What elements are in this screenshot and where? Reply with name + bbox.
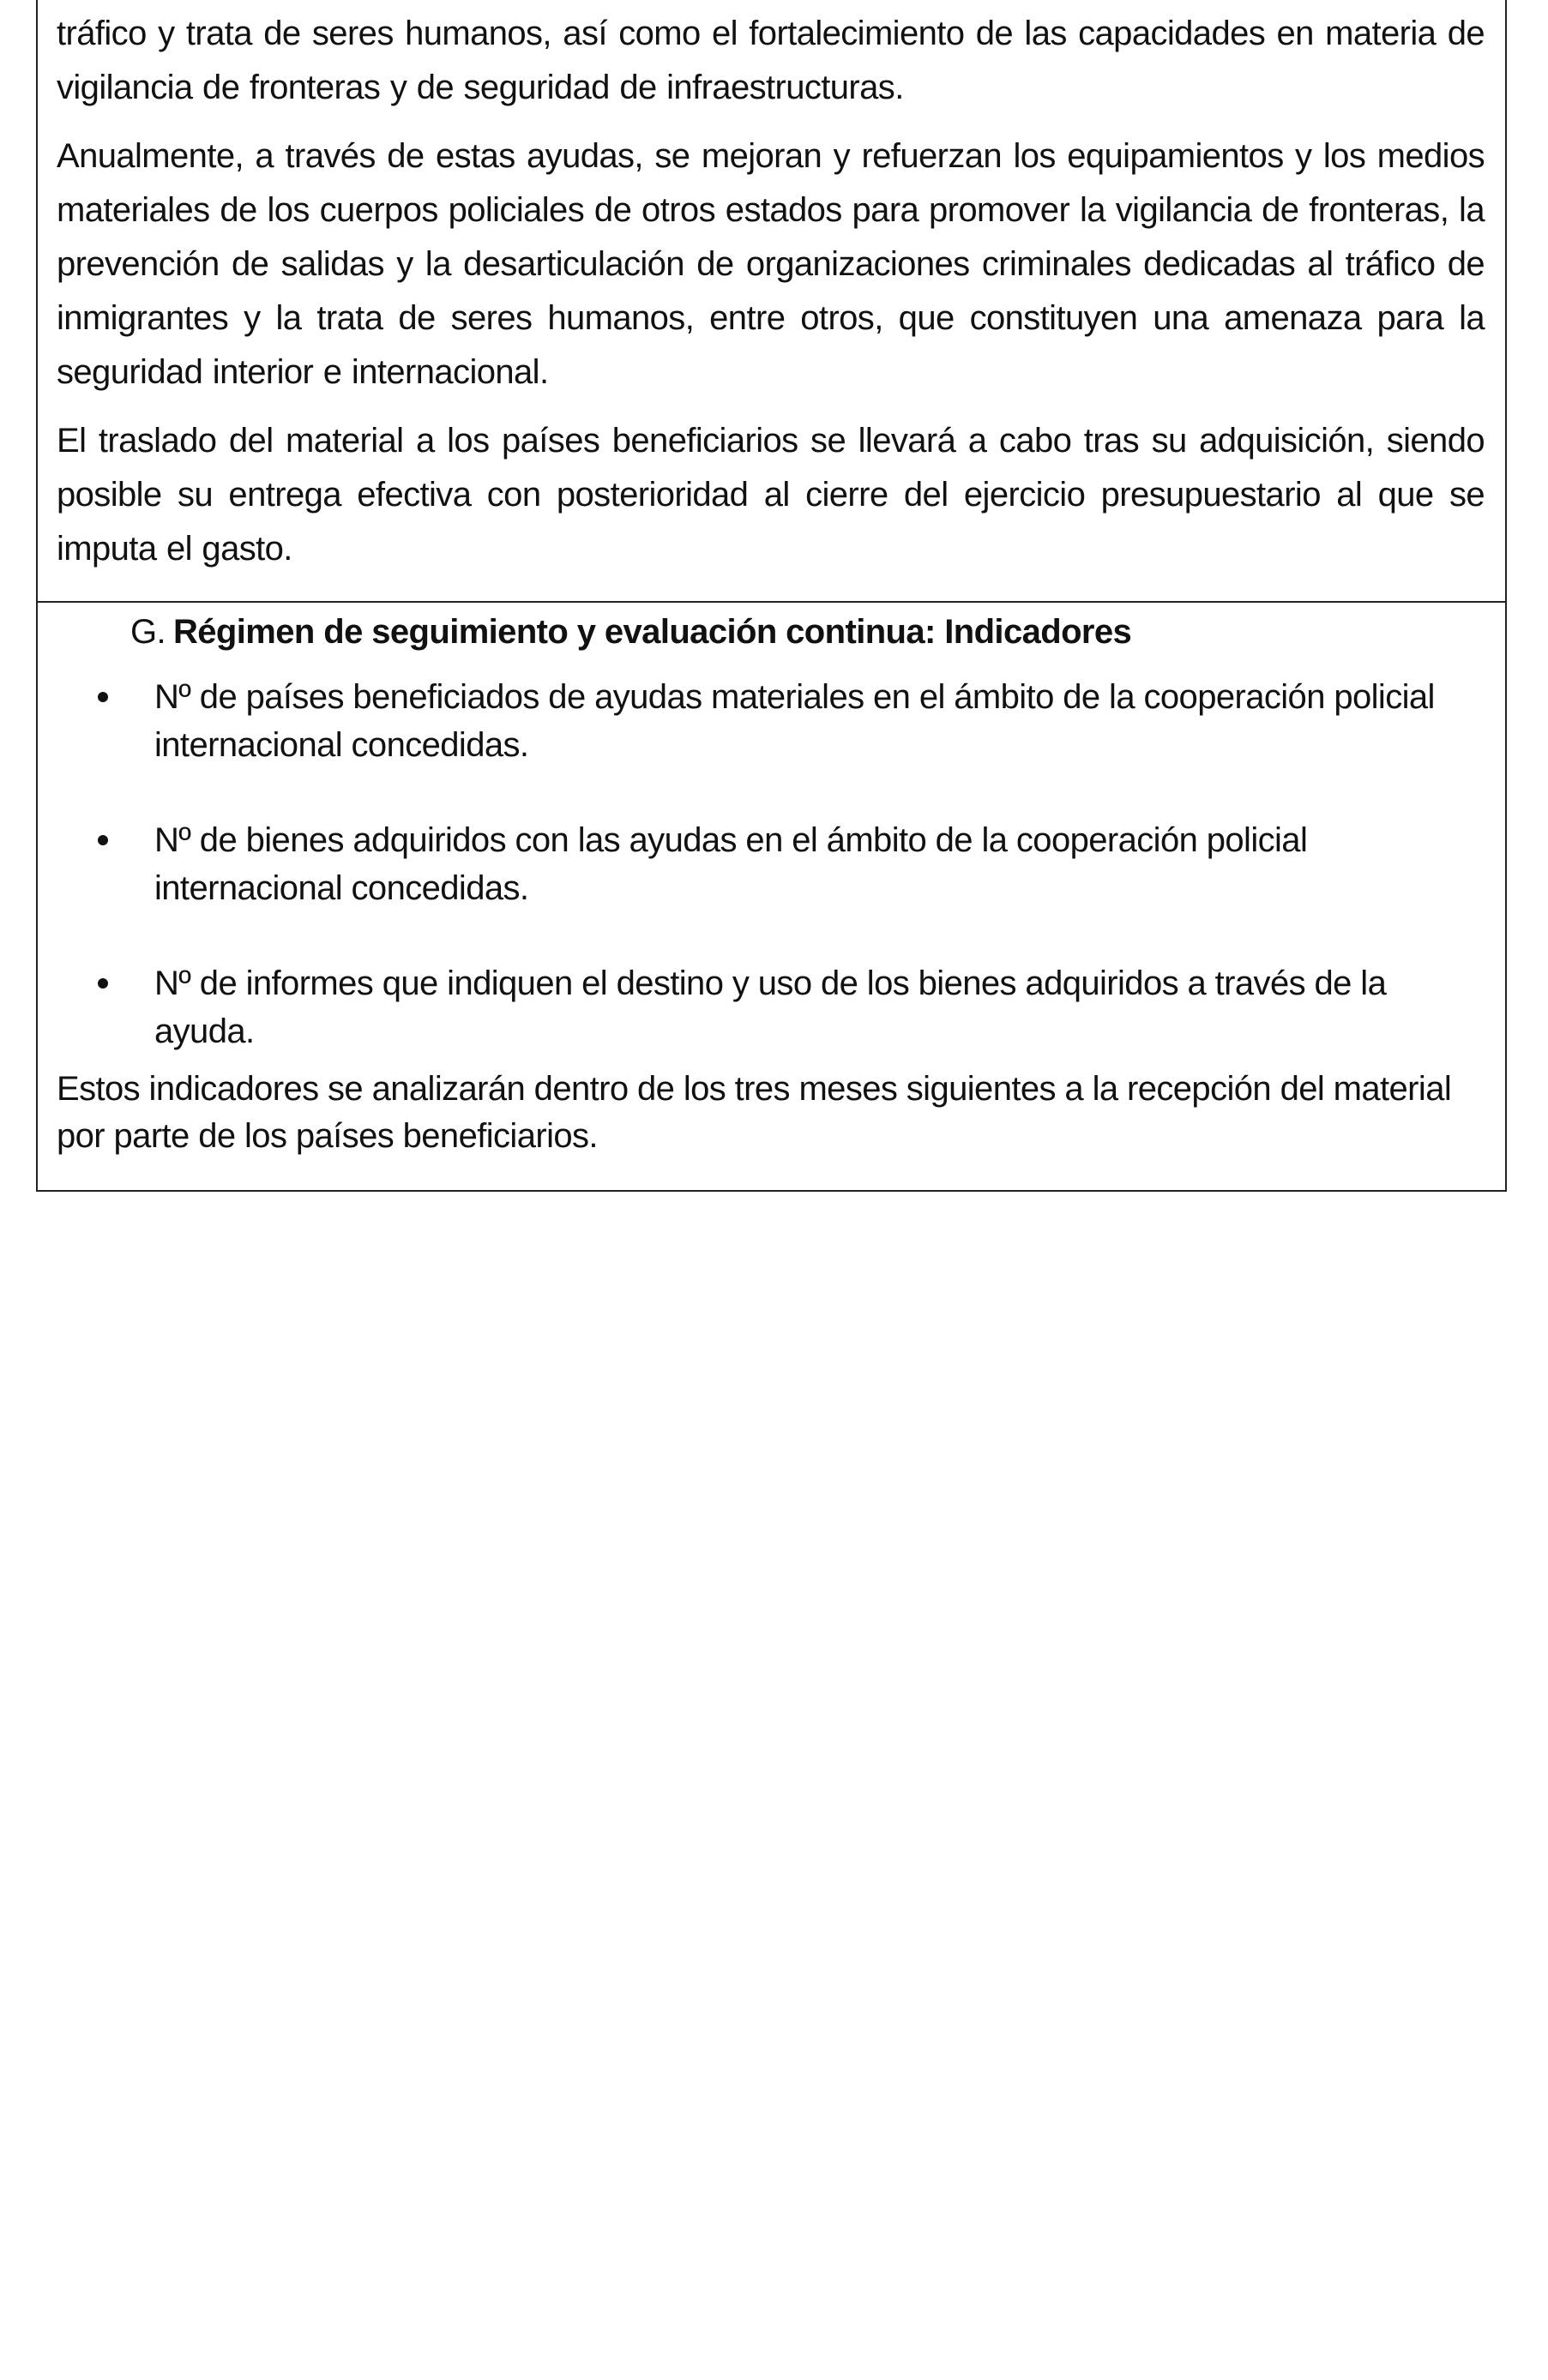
list-item bbox=[57, 673, 1485, 769]
paragraph-material-transfer: El traslado del material a los países beneficiarios se llevará a cabo tras su adquisición, siendo posible su entrega efectiva con posterioridad al cierre del ejercicio presupuestario al que se imputa el gasto. bbox=[57, 422, 1485, 568]
bullet-icon bbox=[98, 978, 108, 989]
indicator-text: Nº de informes que indiquen el destino y uso de los bienes adquiridos a través de la ayuda. bbox=[154, 965, 1387, 1050]
indicator-list bbox=[57, 673, 1485, 1055]
text-section-top bbox=[36, 0, 1507, 603]
paragraph-continuation: tráfico y trata de seres humanos, así como el fortalecimiento de las capacidades en materia de vigilancia de fronteras y de seguridad de infraestructuras. bbox=[57, 15, 1485, 106]
section-letter: G. bbox=[130, 613, 166, 651]
list-item bbox=[57, 959, 1485, 1055]
section-title: Régimen de seguimiento y evaluación continua: Indicadores bbox=[173, 613, 1132, 651]
list-item bbox=[57, 816, 1485, 912]
paragraph-annual-aid: Anualmente, a través de estas ayudas, se mejoran y refuerzan los equipamientos y los medios materiales de los cuerpos policiales de otros estados para promover la vigilancia de fronteras, la prevención de salidas y la desarticulación de organizaciones criminales dedicadas al tráfico de inmigrantes y la trata de seres humanos, entre otros, que constituyen una amenaza para la seguridad interior e internacional. bbox=[57, 137, 1485, 391]
closing-paragraph: Estos indicadores se analizarán dentro de los tres meses siguientes a la recepción del material por parte de los países beneficiarios. bbox=[57, 1070, 1452, 1155]
indicator-text: Nº de bienes adquiridos con las ayudas en el ámbito de la cooperación policial internacional concedidas. bbox=[154, 821, 1308, 907]
section-heading bbox=[57, 606, 1485, 658]
section-g-indicators bbox=[36, 601, 1507, 1192]
bullet-icon bbox=[98, 692, 108, 702]
bullet-icon bbox=[98, 835, 108, 845]
indicator-text: Nº de países beneficiados de ayudas materiales en el ámbito de la cooperación policial internacional concedidas. bbox=[154, 678, 1435, 764]
